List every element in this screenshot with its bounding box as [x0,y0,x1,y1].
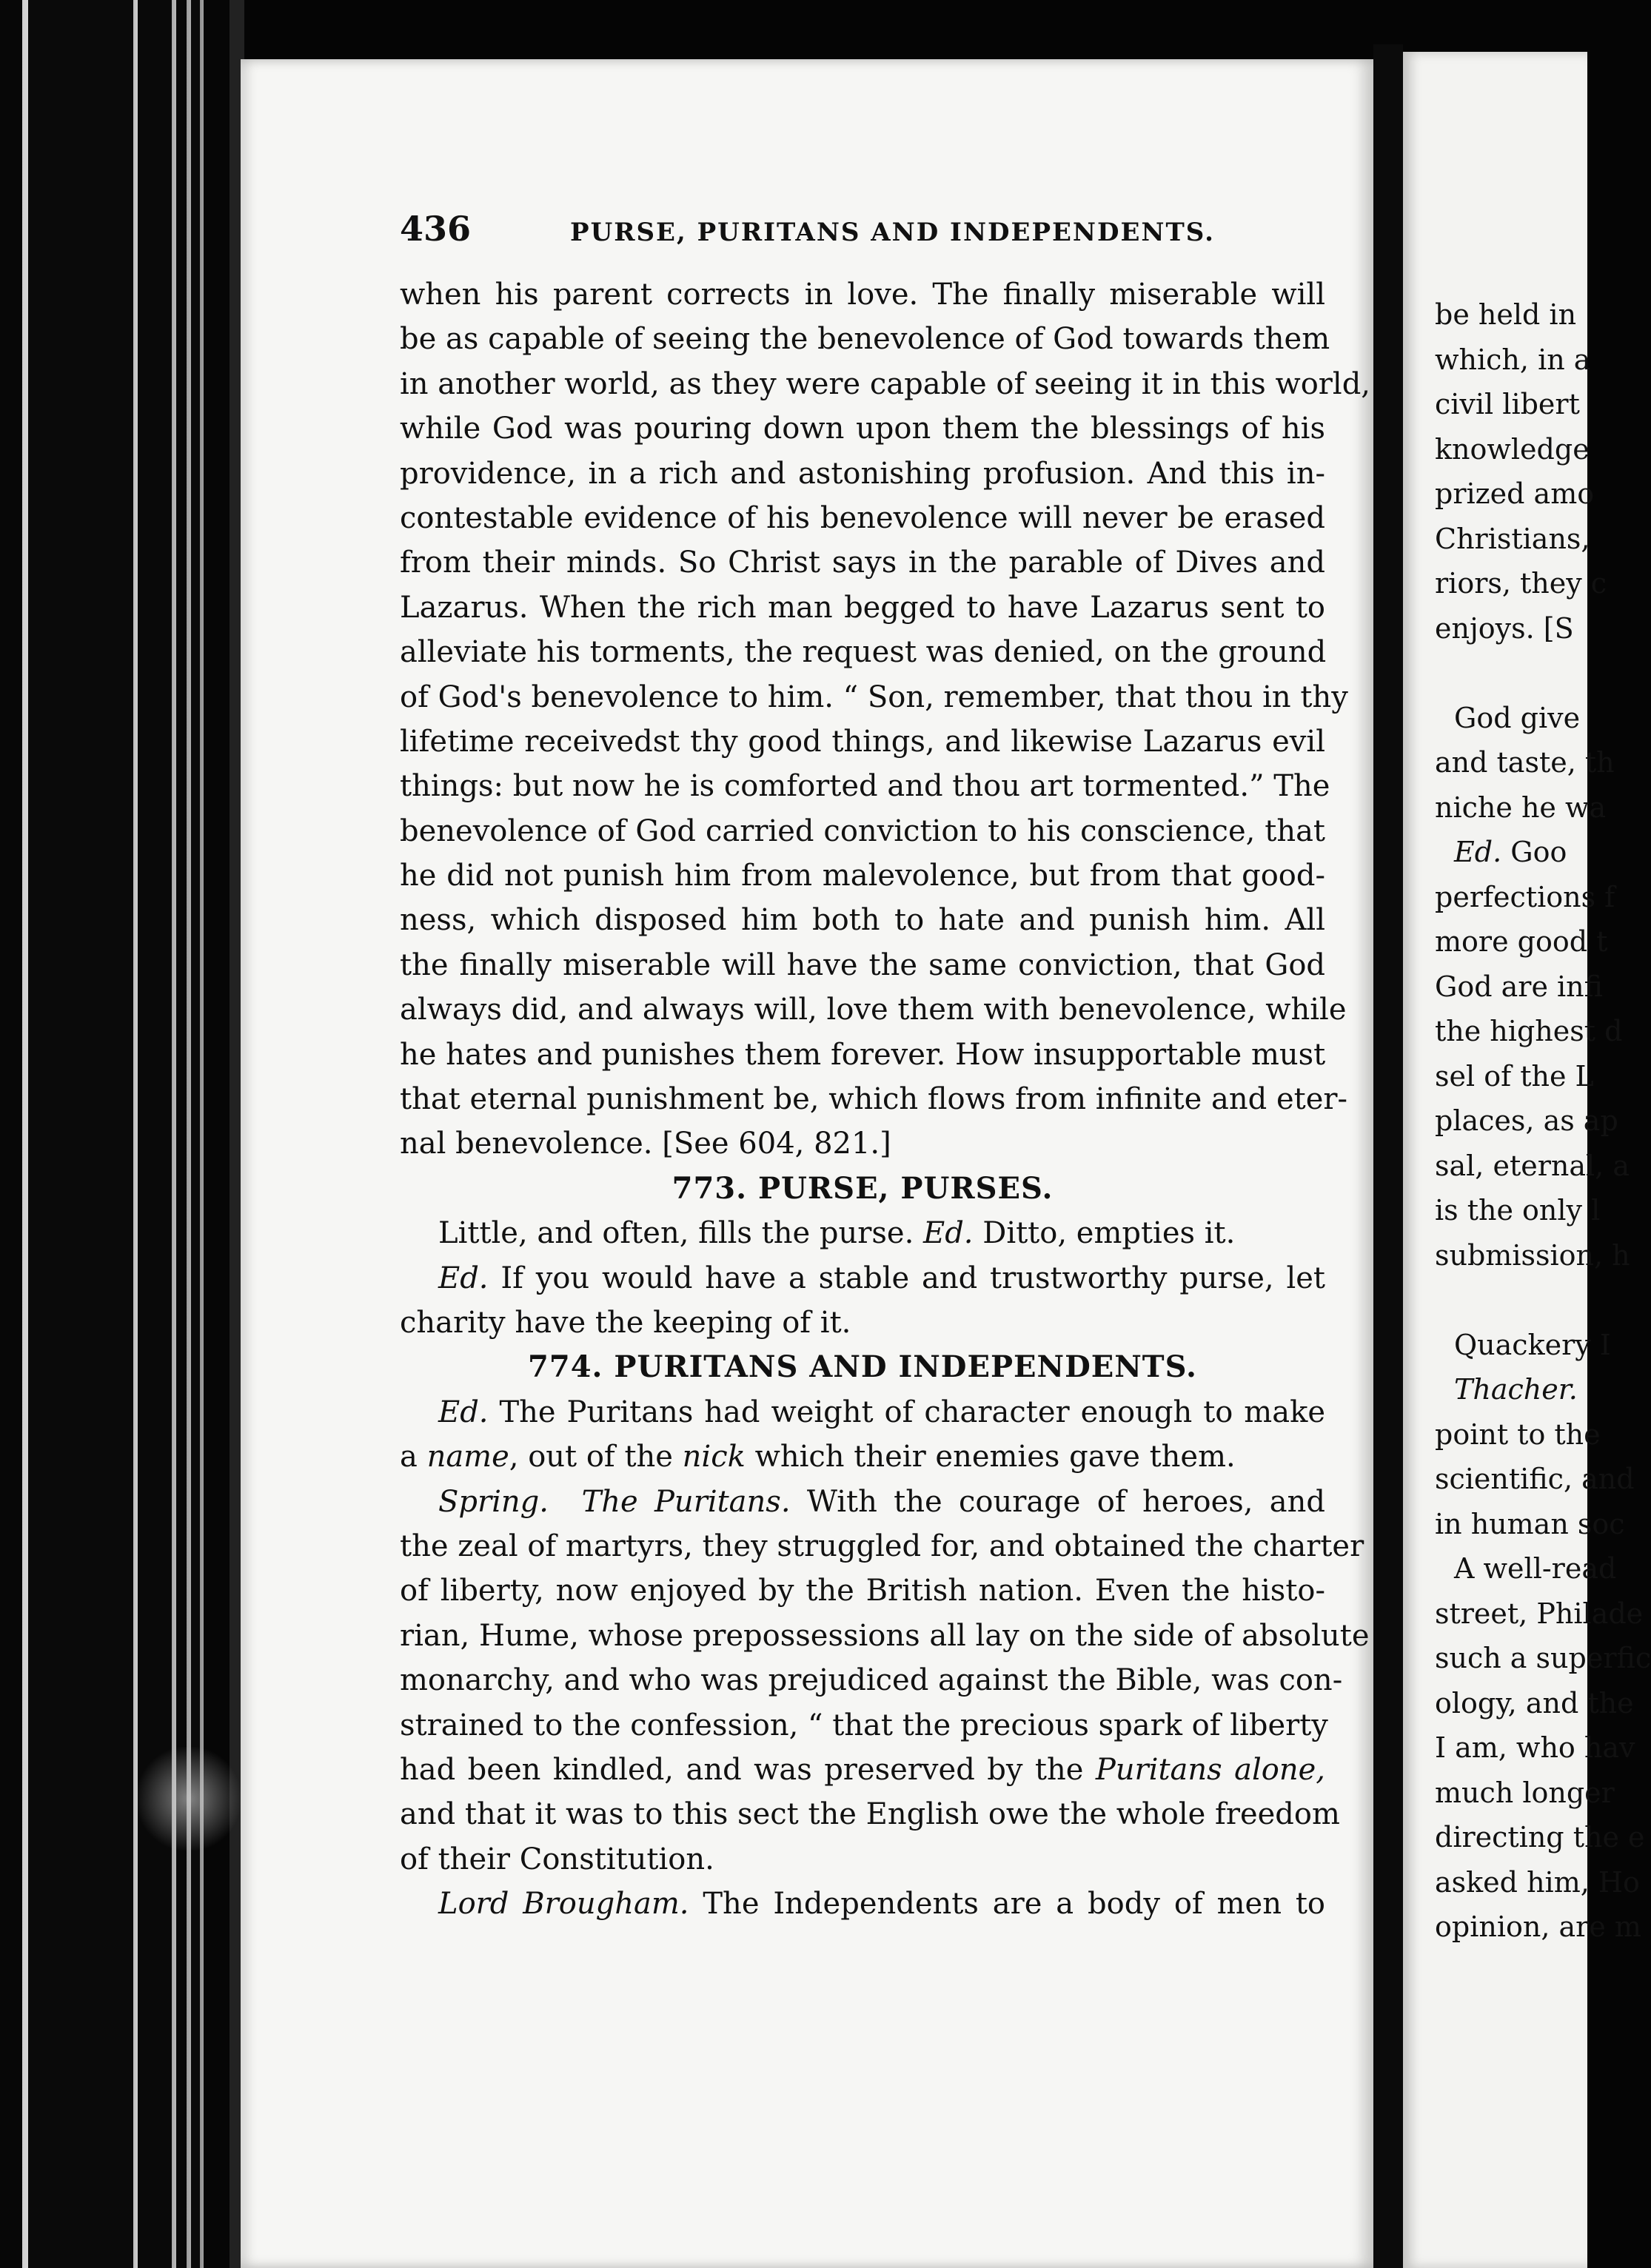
text-line [400,1480,1325,1524]
text-line: civil libert [1435,388,1580,420]
paragraph-gap [1435,1278,1587,1323]
text-line: the highest d [1435,1015,1623,1047]
text-line: I am, who hav [1435,1731,1635,1764]
text-line: of God's benevolence to him. “ Son, remember, that thou in thy [400,680,1348,714]
text-line: and taste, th [1435,746,1615,779]
text-fragment: Puritans alone, [1095,1752,1325,1787]
text-line: and that it was to this sect the English owe the whole freedom [400,1797,1340,1832]
text-line [400,1748,1325,1792]
text-line: God are infi [1435,970,1603,1003]
text-line: places, as ap [1435,1104,1618,1137]
text-line [1435,830,1587,875]
text-line: charity have the keeping of it. [400,1305,851,1340]
text-line: submission, h [1435,1238,1630,1272]
text-fragment: Little, and often, fills the purse. [438,1216,923,1251]
text-line: perfections f [1435,880,1615,913]
text-line: of liberty, now enjoyed by the British nation. Even the histo- [400,1574,1325,1608]
editor-mark: Ed. [438,1261,489,1295]
page-number: 436 [400,209,472,249]
text-line: sal, eternal, a [1435,1149,1630,1182]
text-line: in another world, as they were capable of seeing it in this world, [400,366,1371,401]
text-line: he did not punish him from malevolence, but from that good- [400,859,1325,893]
text-line [400,1435,1325,1479]
text-fragment: which their enemies gave them. [745,1440,1236,1474]
text-line: God give [1454,701,1581,734]
text-line: providence, in a rich and astonishing profusion. And this in- [400,456,1325,491]
text-line: riors, they c [1435,567,1607,600]
text-line: ness, which disposed him both to hate and punish him. All [400,903,1325,938]
text-line: enjoys. [S [1435,611,1574,645]
text-line: Christians, [1435,522,1590,555]
text-line [400,1211,1325,1255]
text-line: knowledge [1435,432,1590,466]
text-line: niche he wa [1435,791,1607,824]
text-fragment: With the courage of heroes, and [790,1484,1326,1519]
text-line: prized amo [1435,477,1595,510]
text-line: be as capable of seeing the benevolence of God towards them [400,322,1330,357]
text-line: nal benevolence. [See 604, 821.] [400,1127,891,1161]
editor-mark: Ed. [438,1395,489,1429]
text-line: Lazarus. When the rich man begged to have Lazarus sent to [400,590,1325,625]
text-line: that eternal punishment be, which flows from infinite and eter- [400,1082,1347,1117]
text-line: A well-read [1454,1552,1617,1585]
text-fragment: nick [682,1440,746,1474]
text-line [400,1256,1325,1301]
text-fragment: Ditto, empties it. [973,1216,1236,1251]
text-line: the zeal of martyrs, they struggled for, and obtained the charter [400,1529,1364,1563]
text-line: benevolence of God carried conviction to his conscience, that [400,813,1325,848]
text-fragment: , out of the [509,1440,683,1474]
text-line: ology, and the [1435,1686,1634,1720]
text-fragment: Goo [1501,836,1567,868]
text-line: much longer [1435,1776,1615,1809]
left-page-body [400,272,1371,1926]
text-line: directing the e [1435,1821,1645,1853]
text-line: he hates and punishes them forever. How insupportable must [400,1037,1326,1072]
section-heading-773: 773. PURSE, PURSES. [672,1170,1054,1206]
source-name: Lord Brougham. [438,1887,689,1922]
page-gutter [1373,44,1403,2268]
section-heading-774: 774. PURITANS AND INDEPENDENTS. [528,1349,1197,1385]
text-fragment: had been kindled, and was preserved by the [400,1752,1096,1787]
text-line: more good t [1435,925,1608,958]
running-head [400,209,1347,253]
running-head-title: PURSE, PURITANS AND INDEPENDENTS. [570,218,1215,247]
text-line: in human soc [1435,1507,1625,1540]
text-line: things: but now he is comforted and thou art tormented.” The [400,769,1330,804]
text-line: opinion, are m [1435,1910,1641,1943]
source-name: Thacher. [1454,1373,1578,1406]
book-edge [0,0,244,2268]
text-line: when his parent corrects in love. The finally miserable will [400,278,1325,312]
text-line: which, in a [1435,343,1591,376]
text-line: be held in [1435,298,1577,331]
text-line: monarchy, and who was prejudiced against the Bible, was con- [400,1663,1343,1698]
text-line: sel of the L [1435,1059,1594,1093]
text-line: always did, and always will, love them with benevolence, while [400,993,1347,1027]
text-line: Quackery I [1454,1328,1611,1361]
right-page-fragment [1435,292,1651,1950]
text-line: while God was pouring down upon them the blessings of his [400,412,1325,446]
text-fragment: name [426,1440,509,1474]
text-fragment: a [400,1440,427,1474]
text-line: contestable evidence of his benevolence will never be erased [400,500,1325,535]
paragraph-gap [1435,651,1587,696]
text-line: point to the [1435,1418,1601,1451]
text-line: strained to the confession, “ that the precious spark of liberty [400,1708,1328,1742]
text-line [400,1390,1325,1435]
text-line: such a superfic [1435,1642,1651,1674]
text-line [400,1882,1325,1926]
editor-mark: Ed. [923,1216,974,1251]
source-name: Spring. [438,1484,549,1519]
text-line: is the only l [1435,1194,1601,1227]
text-line: street, Philade [1435,1597,1644,1630]
text-line: rian, Hume, whose prepossessions all lay on the side of absolute [400,1618,1370,1653]
text-line: of their Constitution. [400,1842,714,1876]
text-line: from their minds. So Christ says in the parable of Dives and [400,546,1325,580]
text-line: the finally miserable will have the same conviction, that God [400,947,1325,982]
text-line: lifetime receivedst thy good things, and likewise Lazarus evil [400,724,1325,759]
text-line: alleviate his torments, the request was denied, on the ground [400,635,1327,670]
editor-mark: Ed. [1454,836,1502,868]
text-line: asked him, Ho [1435,1865,1640,1899]
text-fragment: If you would have a stable and trustworthy purse, let [488,1261,1325,1295]
source-title: The Puritans. [581,1484,791,1519]
text-fragment: The Independents are a body of men to [689,1887,1325,1922]
scan-blemish [133,1747,244,1851]
text-fragment: The Puritans had weight of character enough to make [488,1395,1325,1429]
text-line: scientific, and [1435,1463,1635,1495]
